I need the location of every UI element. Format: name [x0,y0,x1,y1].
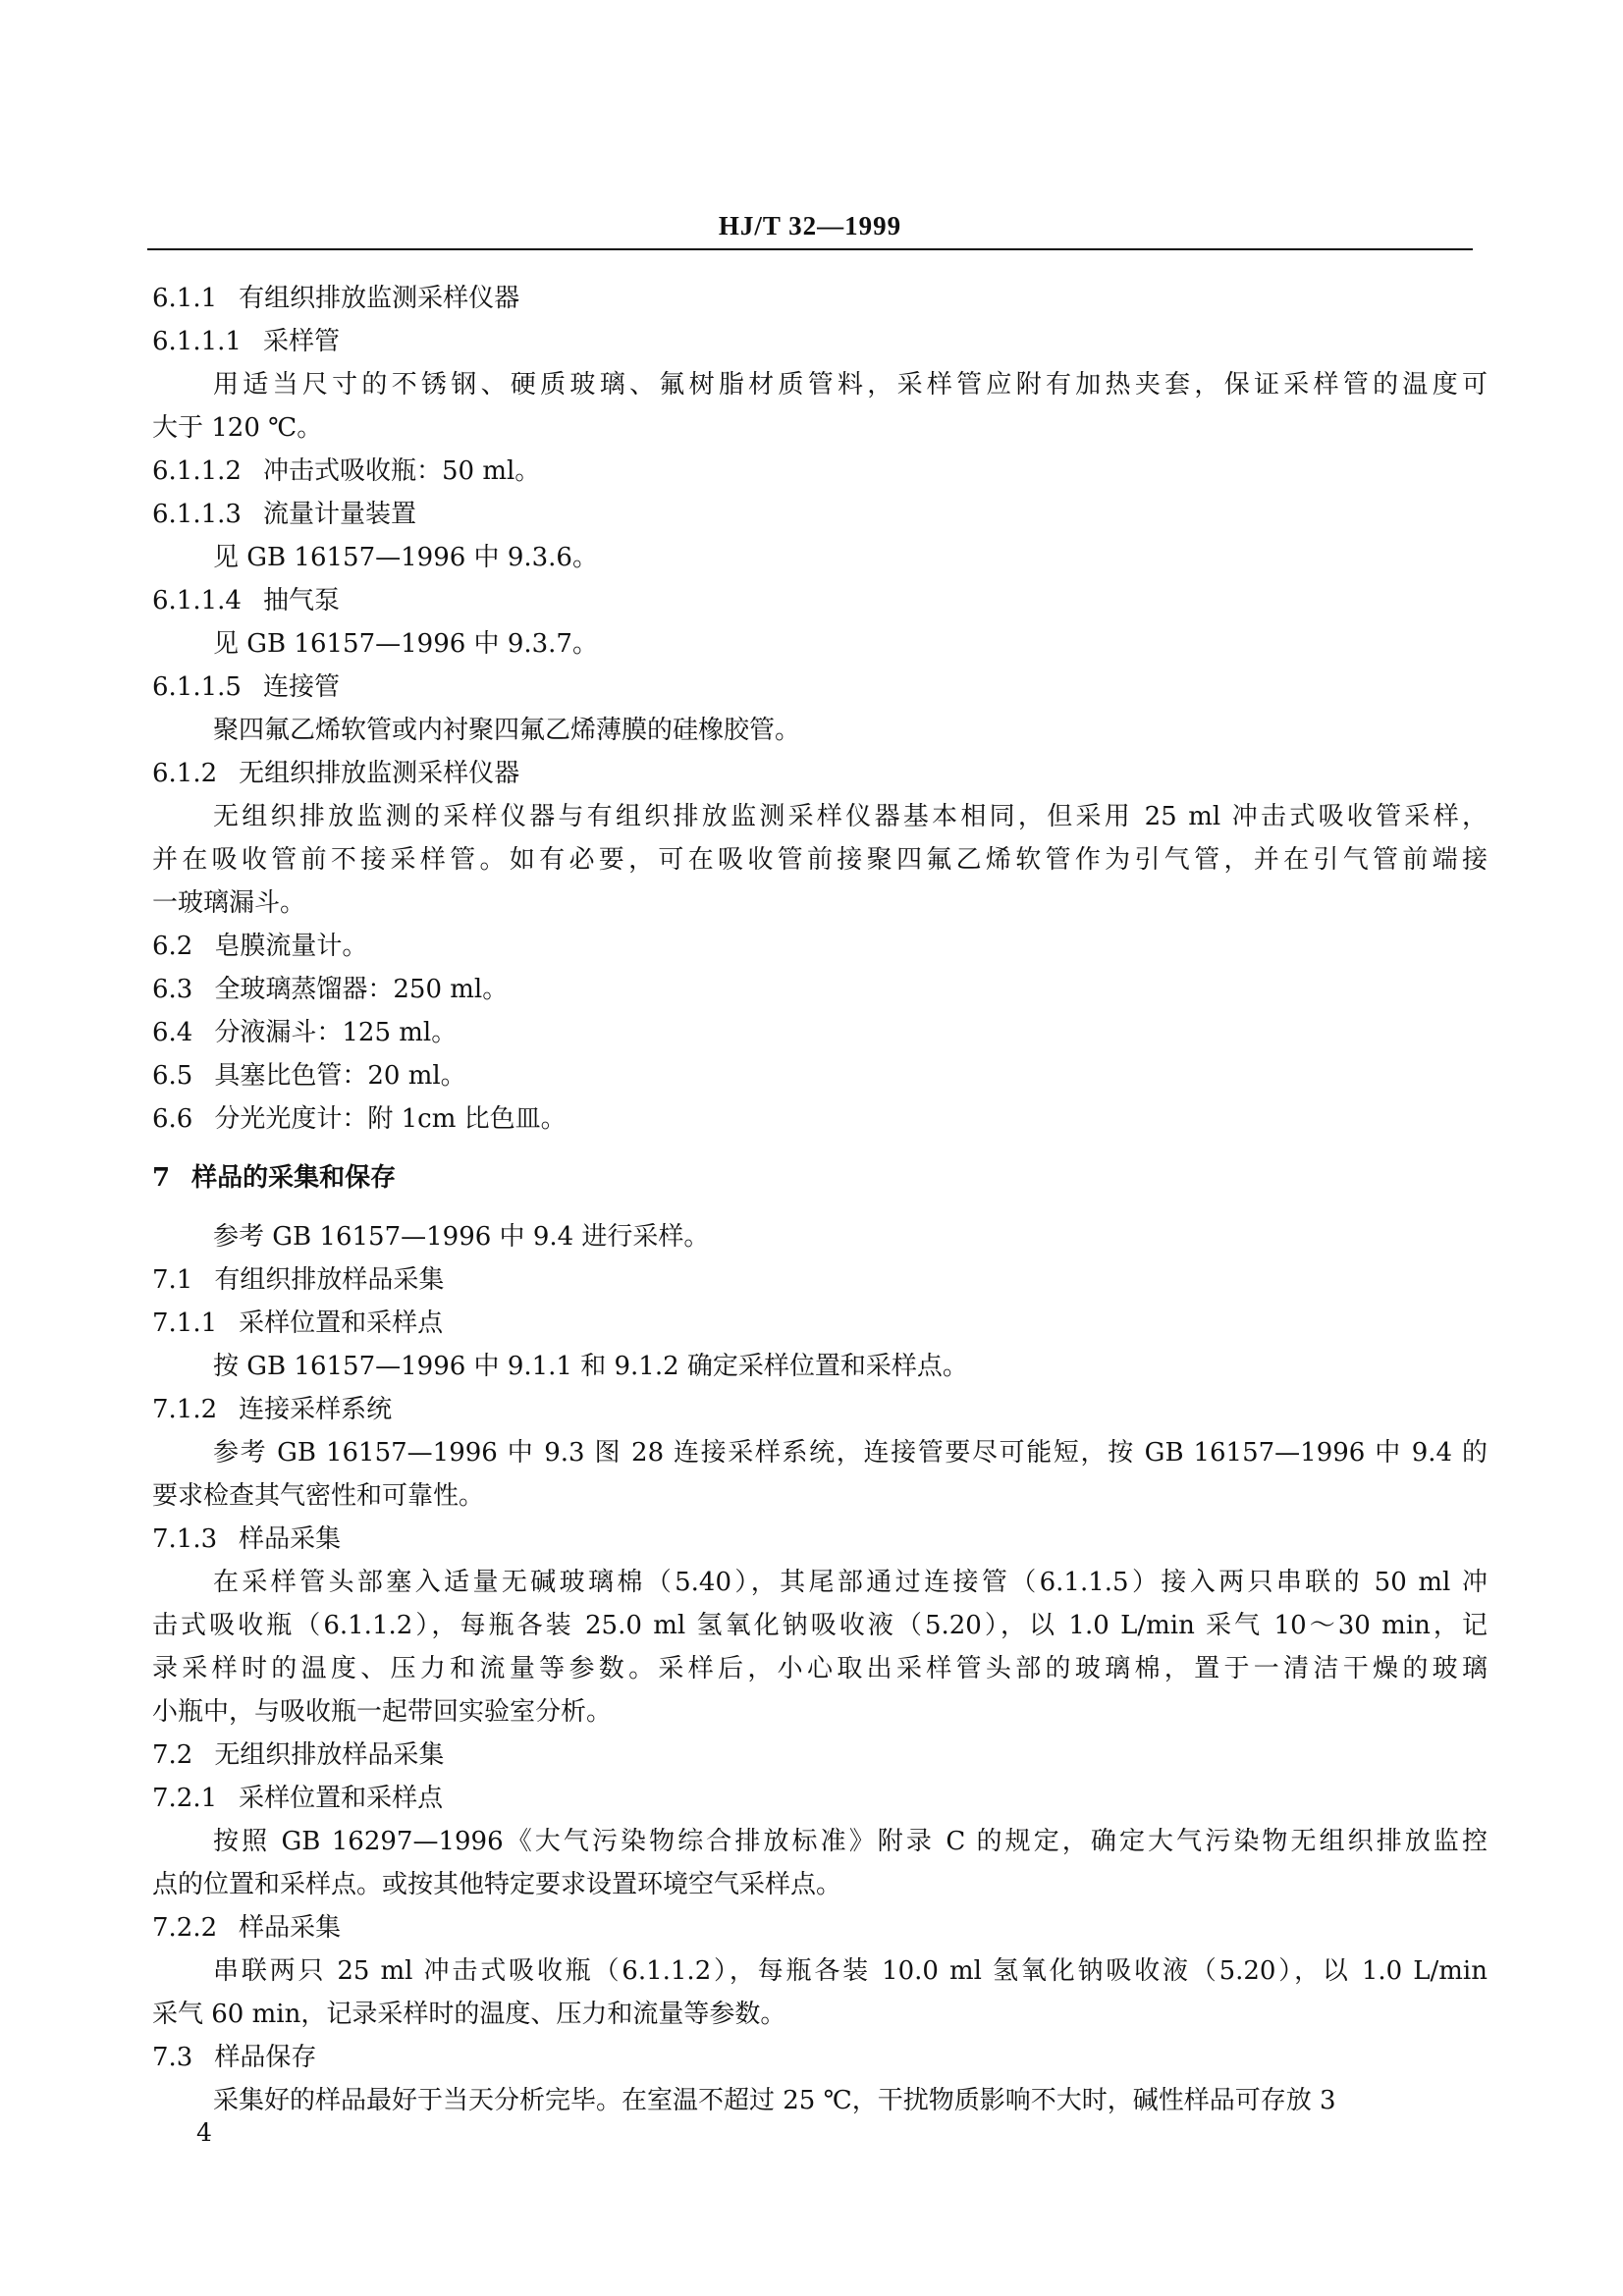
document-header [147,211,1473,250]
clause-number: 6.1.2 [152,759,218,788]
header-rule [147,248,1473,250]
clause-heading [152,968,1488,1011]
document-body [152,277,1488,2122]
clause-number: 6.1.1.1 [152,327,242,356]
paragraph-line: 按照 GB 16297—1996《大气污染物综合排放标准》附录 C 的规定，确定大气污染物无组织排放监控 [213,1827,1488,1856]
clause-number: 7 [152,1163,171,1193]
paragraph-line: 采气 60 min，记录采样时的温度、压力和流量等参数。 [152,2000,786,2029]
paragraph-line: 击式吸收瓶（6.1.1.2），每瓶各装 25.0 ml 氢氧化钠吸收液（5.20），以 1.0 L/min 采气 10～30 min，记 [152,1611,1488,1640]
clause-number: 6.1.1.3 [152,500,242,529]
clause-heading [152,752,1488,795]
clause-heading [152,666,1488,709]
clause-title: 流量计量装置 [262,500,416,529]
paragraph-line: 参考 GB 16157—1996 中 9.4 进行采样。 [213,1222,710,1252]
clause-title: 样品保存 [214,2043,317,2072]
paragraph-line: 大于 120 ℃。 [152,413,323,443]
clause-number: 6.2 [152,932,193,961]
clause-title: 分光光度计：附 1cm 比色皿。 [214,1104,567,1134]
clause-heading [152,493,1488,536]
clause-number: 6.1.1.2 [152,456,242,486]
clause-number: 7.3 [152,2043,193,2072]
paragraph-line: 见 GB 16157—1996 中 9.3.7。 [213,629,598,659]
clause-number: 6.5 [152,1061,193,1091]
section-gap [152,1141,1488,1156]
clause-title: 采样位置和采样点 [239,1784,444,1813]
clause-title: 无组织排放监测采样仪器 [239,759,520,788]
clause-number: 6.4 [152,1018,193,1047]
clause-heading [152,1011,1488,1054]
clause-title: 冲击式吸收瓶：50 ml。 [262,456,541,486]
clause-number: 6.6 [152,1104,193,1134]
paragraph-line: 要求检查其气密性和可靠性。 [152,1481,485,1511]
clause-title: 无组织排放样品采集 [214,1740,445,1770]
clause-title: 样品采集 [239,1524,342,1554]
paragraph-line: 无组织排放监测的采样仪器与有组织排放监测采样仪器基本相同，但采用 25 ml 冲击式吸收管采样， [213,802,1488,831]
clause-title: 样品的采集和保存 [191,1163,397,1193]
clause-title: 抽气泵 [262,586,340,615]
paragraph-line: 参考 GB 16157—1996 中 9.3 图 28 连接采样系统，连接管要尽可能短，按 GB 16157—1996 中 9.4 的 [213,1438,1488,1468]
clause-number: 7.1 [152,1265,193,1295]
clause-heading [152,1054,1488,1097]
paragraph-line: 小瓶中，与吸收瓶一起带回实验室分析。 [152,1697,613,1727]
section-gap [152,1200,1488,1215]
clause-heading [152,579,1488,622]
clause-number: 6.1.1.4 [152,586,242,615]
paragraph-line: 录采样时的温度、压力和流量等参数。采样后，小心取出采样管头部的玻璃棉，置于一清洁干燥的玻璃 [152,1654,1488,1683]
clause-number: 7.1.3 [152,1524,218,1554]
clause-heading [152,1518,1488,1561]
clause-heading [152,1258,1488,1302]
clause-number: 7.2.1 [152,1784,218,1813]
clause-heading [152,1388,1488,1431]
paragraph-line: 采集好的样品最好于当天分析完毕。在室温不超过 25 ℃，干扰物质影响不大时，碱性样品可存放 3 [213,2086,1336,2115]
paragraph-line: 按 GB 16157—1996 中 9.1.1 和 9.1.2 确定采样位置和采样点。 [213,1352,968,1381]
paragraph-line: 用适当尺寸的不锈钢、硬质玻璃、氟树脂材质管料，采样管应附有加热夹套，保证采样管的温度可 [213,370,1488,400]
clause-number: 6.1.1.5 [152,672,242,702]
paragraph-line: 一玻璃漏斗。 [152,888,306,918]
clause-heading [152,1906,1488,1949]
clause-number: 6.3 [152,975,193,1004]
paragraph-line: 并在吸收管前不接采样管。如有必要，可在吸收管前接聚四氟乙烯软管作为引气管，并在引气管前端接 [152,845,1488,875]
clause-title: 样品采集 [239,1913,342,1943]
clause-title: 有组织排放监测采样仪器 [239,284,520,313]
clause-heading [152,925,1488,968]
clause-title: 分液漏斗：125 ml。 [214,1018,458,1047]
page-number: 4 [196,2118,212,2147]
clause-title: 具塞比色管：20 ml。 [214,1061,466,1091]
clause-heading [152,277,1488,320]
clause-number: 7.1.2 [152,1395,218,1424]
clause-title: 采样管 [262,327,340,356]
clause-number: 7.2.2 [152,1913,218,1943]
clause-title: 皂膜流量计。 [214,932,368,961]
clause-number: 6.1.1 [152,284,218,313]
clause-title: 有组织排放样品采集 [214,1265,445,1295]
paragraph-line: 在采样管头部塞入适量无碱玻璃棉（5.40），其尾部通过连接管（6.1.1.5）接入两只串联的 50 ml 冲 [213,1568,1488,1597]
clause-heading [152,450,1488,493]
paragraph-line: 点的位置和采样点。或按其他特定要求设置环境空气采样点。 [152,1870,842,1899]
clause-number: 7.2 [152,1740,193,1770]
clause-heading [152,1734,1488,1777]
clause-heading [152,2036,1488,2079]
section-heading [152,1156,1488,1200]
clause-heading [152,320,1488,363]
clause-number: 7.1.1 [152,1308,218,1338]
clause-heading [152,1097,1488,1141]
standard-code: HJ/T 32—1999 [718,211,902,240]
clause-title: 连接管 [262,672,340,702]
paragraph-line: 聚四氟乙烯软管或内衬聚四氟乙烯薄膜的硅橡胶管。 [213,716,801,745]
clause-heading [152,1777,1488,1820]
clause-title: 全玻璃蒸馏器：250 ml。 [214,975,509,1004]
paragraph-line: 串联两只 25 ml 冲击式吸收瓶（6.1.1.2），每瓶各装 10.0 ml 氢氧化钠吸收液（5.20），以 1.0 L/min [213,1956,1488,1986]
clause-title: 连接采样系统 [239,1395,393,1424]
clause-heading [152,1302,1488,1345]
clause-title: 采样位置和采样点 [239,1308,444,1338]
paragraph-line: 见 GB 16157—1996 中 9.3.6。 [213,543,598,572]
